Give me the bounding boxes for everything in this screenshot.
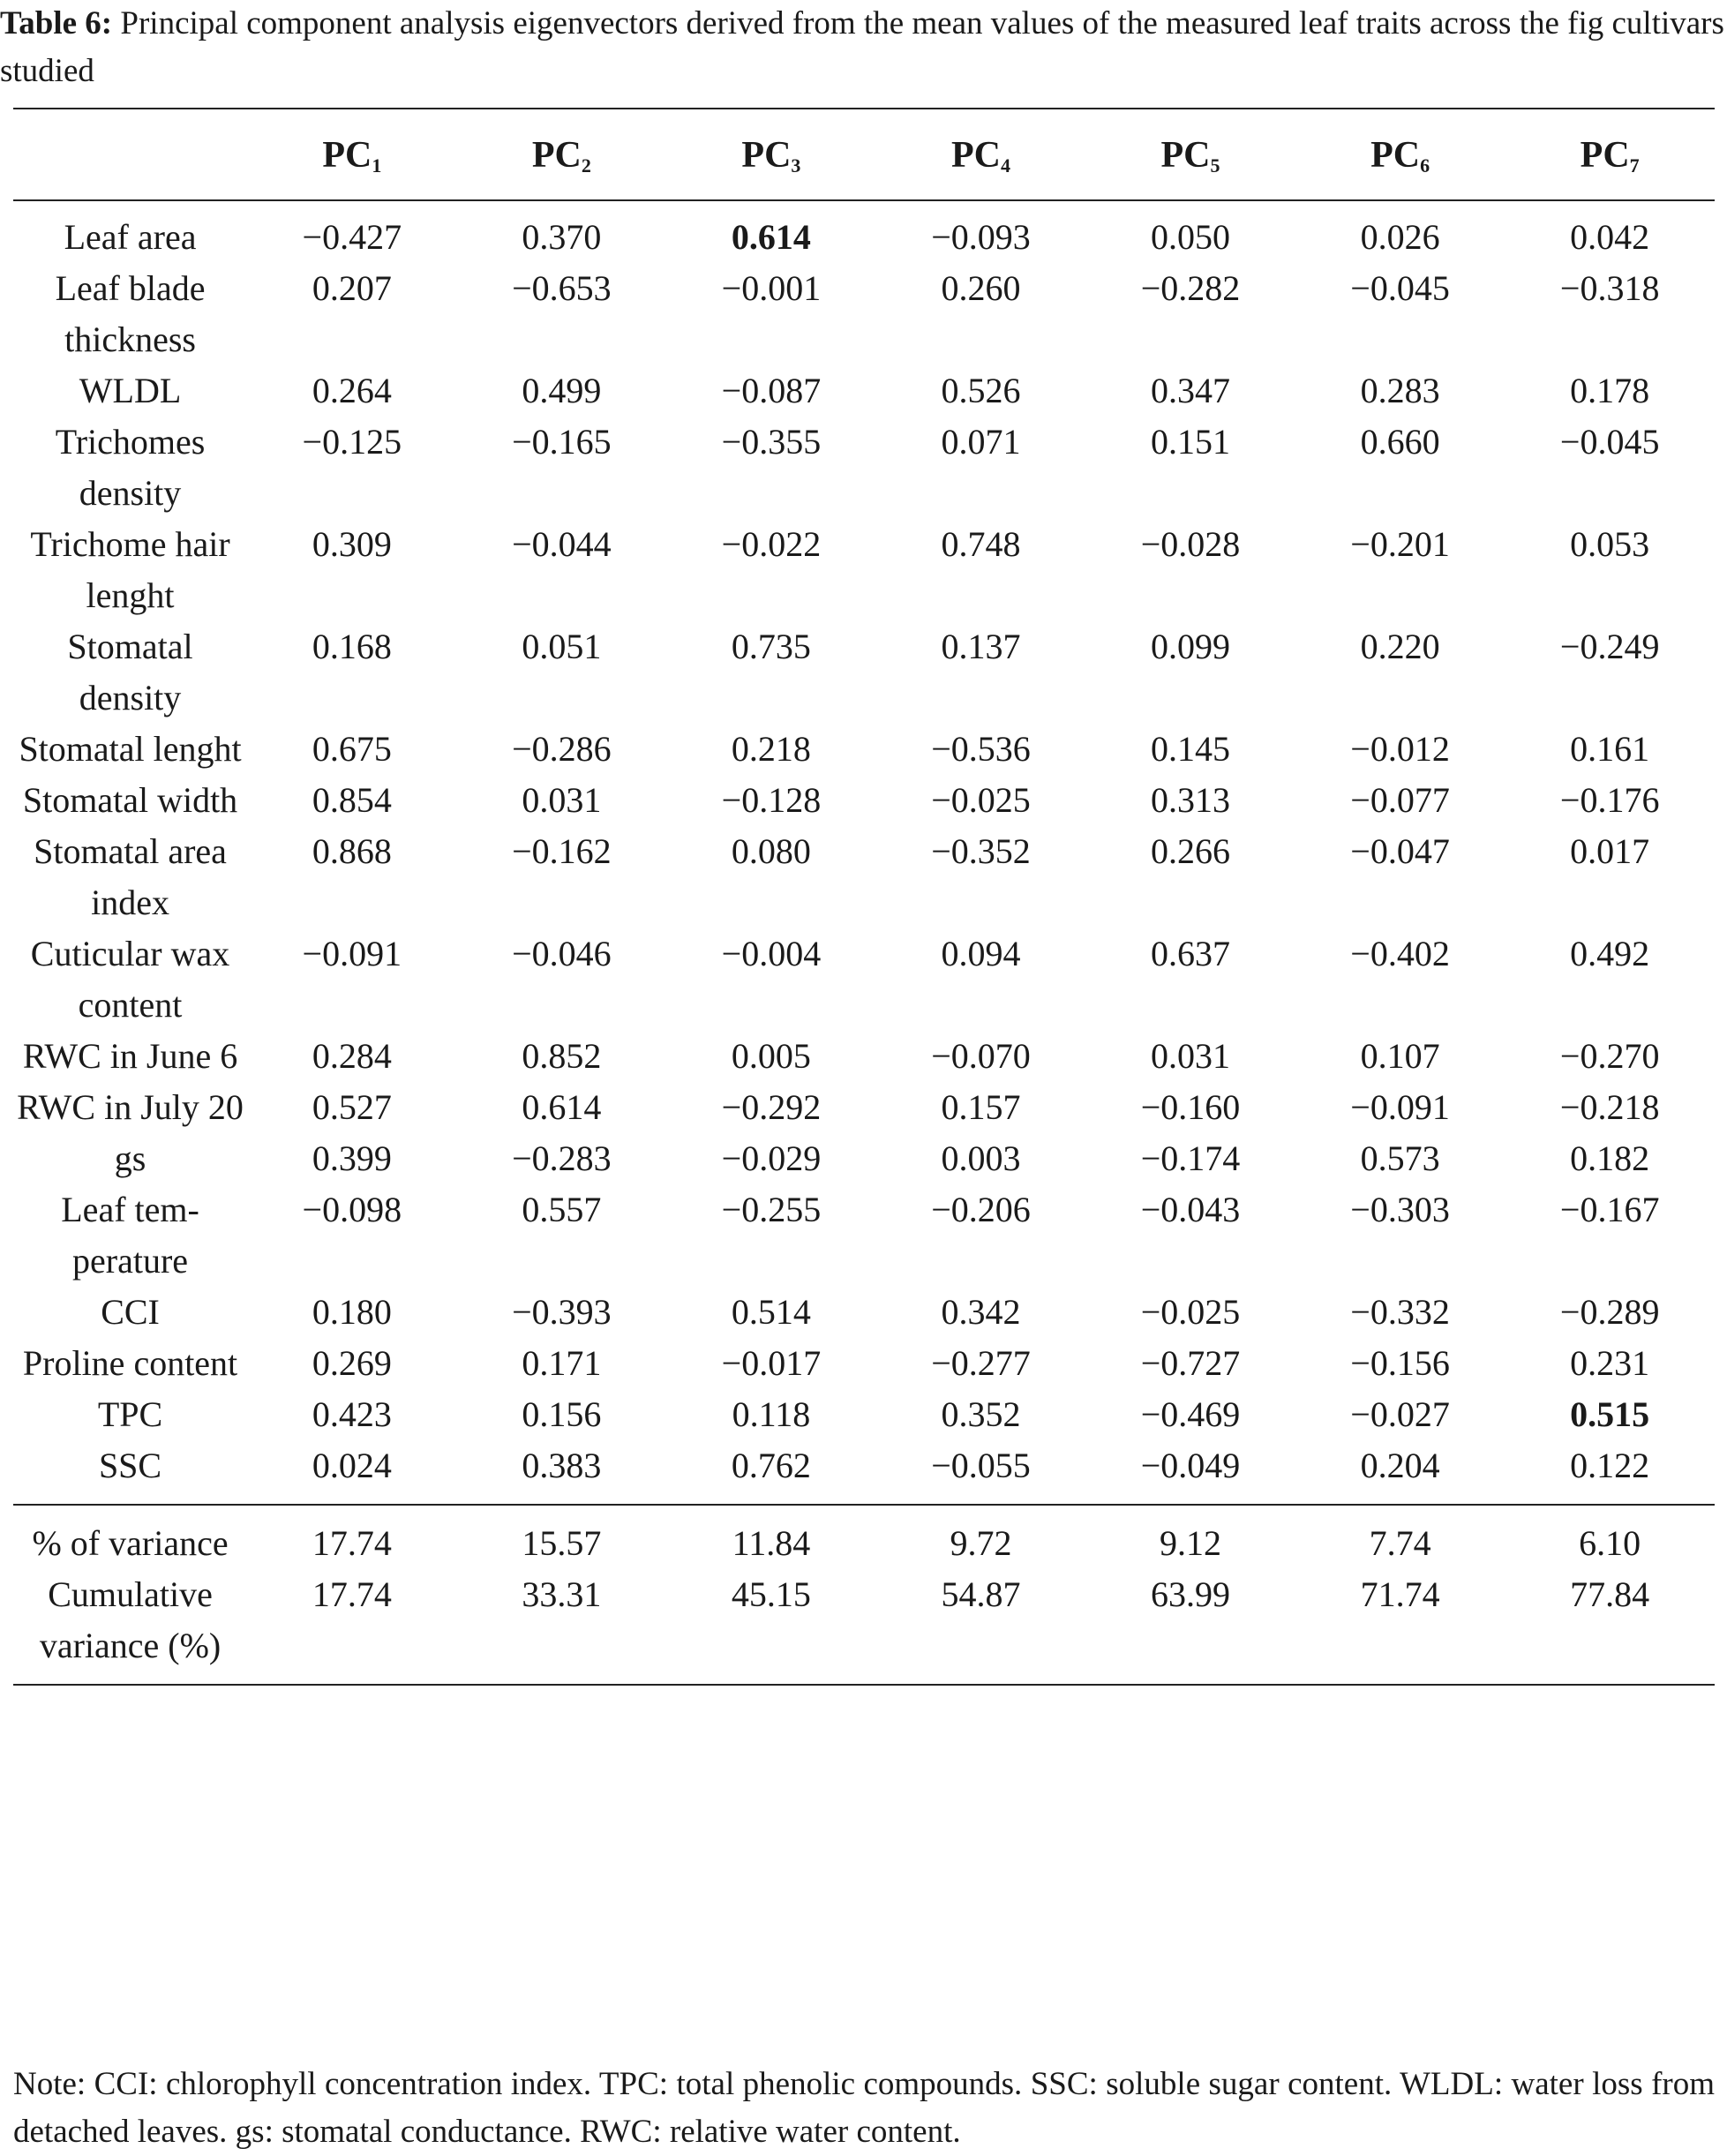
summary-row <box>13 1505 1715 1569</box>
value-cell: −0.469 <box>1140 1394 1241 1434</box>
header-pc2: $PC_2$ <box>457 109 667 200</box>
value-cell: 0.675 <box>312 729 392 769</box>
value-cell: 0.156 <box>522 1394 602 1434</box>
table-row <box>13 1389 1715 1440</box>
value-cell: 63.99 <box>1085 1569 1295 1685</box>
value-cell: −0.318 <box>1559 268 1660 308</box>
value-cell: −0.049 <box>1085 1440 1295 1505</box>
header-pc6: $PC_6$ <box>1295 109 1505 200</box>
value-cell: 0.151 <box>1151 422 1231 462</box>
value-cell: −0.283 <box>512 1138 612 1178</box>
table-row <box>13 826 1715 928</box>
value-cell: 0.762 <box>666 1440 876 1505</box>
row-label: Cuticular wax content <box>30 934 230 1025</box>
value-cell: −0.218 <box>1559 1087 1660 1127</box>
value-cell: −0.070 <box>931 1036 1031 1076</box>
row-label: Leaf area <box>64 217 197 257</box>
value-cell: −0.303 <box>1350 1190 1450 1229</box>
value-cell: 0.614 <box>731 217 811 257</box>
value-cell: 0.003 <box>941 1138 1021 1178</box>
value-cell: 0.423 <box>312 1394 392 1434</box>
value-cell: −0.098 <box>302 1190 402 1229</box>
value-cell: 0.031 <box>522 780 602 820</box>
header-pc7: $PC_7$ <box>1505 109 1715 200</box>
value-cell: −0.025 <box>931 780 1031 820</box>
value-cell: −0.045 <box>1350 268 1450 308</box>
table-caption-text: Principal component analysis eigenvectors derived from the mean values of the measured leaf traits across the fig cultivars studied <box>0 5 1724 89</box>
value-cell: 0.526 <box>941 371 1021 410</box>
value-cell: 0.614 <box>522 1087 602 1127</box>
value-cell: 0.053 <box>1570 524 1650 564</box>
value-cell: 0.180 <box>312 1292 392 1332</box>
value-cell: 0.161 <box>1570 729 1650 769</box>
table-row <box>13 200 1715 263</box>
value-cell: 0.492 <box>1570 934 1650 973</box>
value-cell: 0.660 <box>1360 422 1440 462</box>
value-cell: 0.735 <box>731 627 811 666</box>
value-cell: 0.352 <box>941 1394 1021 1434</box>
value-cell: 9.72 <box>950 1523 1012 1563</box>
value-cell: −0.352 <box>931 831 1031 871</box>
table-row <box>13 1338 1715 1389</box>
value-cell: 0.637 <box>1151 934 1231 973</box>
value-cell: 0.005 <box>731 1036 811 1076</box>
value-cell: 0.852 <box>522 1036 602 1076</box>
value-cell: 0.260 <box>941 268 1021 308</box>
value-cell: −0.028 <box>1140 524 1241 564</box>
row-label: Stomatal width <box>22 780 238 820</box>
value-cell: 0.118 <box>732 1394 811 1434</box>
row-label: Stomatal density <box>67 627 193 717</box>
value-cell: −0.093 <box>931 217 1031 257</box>
value-cell: −0.165 <box>512 422 612 462</box>
value-cell: 0.514 <box>731 1292 811 1332</box>
table-row <box>13 621 1715 724</box>
value-cell: 77.84 <box>1505 1569 1715 1685</box>
table-row <box>13 365 1715 417</box>
table-row <box>13 775 1715 826</box>
value-cell: 0.283 <box>1360 371 1440 410</box>
value-cell: −0.029 <box>721 1138 822 1178</box>
table-body <box>13 200 1715 1685</box>
table-note: Note: CCI: chlorophyll concentration index. TPC: total phenolic compounds. SSC: soluble sugar content. WLDL: water loss from detached leaves. gs: stomatal conductance. RWC: relative water content. <box>13 2066 1715 2150</box>
table-label: Table 6: <box>0 5 113 41</box>
value-cell: 0.748 <box>941 524 1021 564</box>
value-cell: 0.207 <box>312 268 392 308</box>
value-cell: −0.027 <box>1350 1394 1450 1434</box>
value-cell: 0.145 <box>1151 729 1231 769</box>
value-cell: 0.182 <box>1570 1138 1650 1178</box>
value-cell: 7.74 <box>1369 1523 1431 1563</box>
value-cell: 0.050 <box>1151 217 1231 257</box>
value-cell: −0.427 <box>302 217 402 257</box>
value-cell: 0.157 <box>941 1087 1021 1127</box>
row-label: Proline content <box>22 1343 238 1383</box>
header-pc5: $PC_5$ <box>1085 109 1295 200</box>
value-cell: 0.854 <box>312 780 392 820</box>
table-row <box>13 1440 1715 1505</box>
value-cell: 0.171 <box>522 1343 602 1383</box>
value-cell: −0.047 <box>1350 831 1450 871</box>
value-cell: 0.266 <box>1151 831 1231 871</box>
value-cell: −0.044 <box>512 524 612 564</box>
value-cell: 0.264 <box>312 371 392 410</box>
row-label: gs <box>114 1138 146 1178</box>
row-label: Stomatal area index <box>34 831 227 922</box>
value-cell: −0.201 <box>1350 524 1450 564</box>
table-row <box>13 928 1715 1031</box>
summary-row <box>13 1569 1715 1685</box>
value-cell: 0.017 <box>1570 831 1650 871</box>
value-cell: −0.045 <box>1559 422 1660 462</box>
row-label: Trichome hair lenght <box>30 524 230 615</box>
header-pc3: $PC_3$ <box>666 109 876 200</box>
value-cell: 0.342 <box>941 1292 1021 1332</box>
value-cell: −0.355 <box>721 422 822 462</box>
value-cell: 0.284 <box>312 1036 392 1076</box>
table-row <box>13 263 1715 365</box>
value-cell: 0.218 <box>731 729 811 769</box>
value-cell: 0.515 <box>1570 1394 1650 1434</box>
table-row <box>13 1082 1715 1133</box>
value-cell: 0.107 <box>1360 1036 1440 1076</box>
row-label: TPC <box>97 1394 163 1434</box>
value-cell: −0.727 <box>1140 1343 1241 1383</box>
table-row <box>13 1031 1715 1082</box>
value-cell: 33.31 <box>457 1569 667 1685</box>
value-cell: −0.174 <box>1140 1138 1241 1178</box>
value-cell: −0.043 <box>1140 1190 1241 1229</box>
value-cell: −0.025 <box>1140 1292 1241 1332</box>
row-label: Stomatal lenght <box>19 729 242 769</box>
row-label: RWC in June 6 <box>22 1036 238 1076</box>
value-cell: −0.001 <box>721 268 822 308</box>
value-cell: −0.332 <box>1350 1292 1450 1332</box>
table-row <box>13 417 1715 519</box>
value-cell: 0.557 <box>522 1190 602 1229</box>
row-label: SSC <box>13 1440 247 1505</box>
value-cell: 0.026 <box>1360 217 1440 257</box>
row-label: RWC in July 20 <box>17 1087 244 1127</box>
value-cell: −0.286 <box>512 729 612 769</box>
value-cell: 54.87 <box>876 1569 1086 1685</box>
value-cell: −0.125 <box>302 422 402 462</box>
value-cell: 0.122 <box>1505 1440 1715 1505</box>
value-cell: 0.313 <box>1151 780 1231 820</box>
value-cell: 0.024 <box>247 1440 457 1505</box>
value-cell: 0.383 <box>457 1440 667 1505</box>
value-cell: 0.168 <box>312 627 392 666</box>
value-cell: −0.077 <box>1350 780 1450 820</box>
value-cell: −0.128 <box>721 780 822 820</box>
value-cell: 11.84 <box>732 1523 811 1563</box>
value-cell: 0.137 <box>941 627 1021 666</box>
value-cell: 0.527 <box>312 1087 392 1127</box>
value-cell: 0.309 <box>312 524 392 564</box>
value-cell: −0.046 <box>512 934 612 973</box>
header-pc4: $PC_4$ <box>876 109 1086 200</box>
value-cell: −0.292 <box>721 1087 822 1127</box>
value-cell: −0.167 <box>1559 1190 1660 1229</box>
value-cell: −0.091 <box>1350 1087 1450 1127</box>
value-cell: −0.249 <box>1559 627 1660 666</box>
row-label: Trichomes density <box>55 422 206 513</box>
table-caption <box>0 0 1727 95</box>
table-row <box>13 519 1715 621</box>
value-cell: −0.393 <box>512 1292 612 1332</box>
value-cell: 0.220 <box>1360 627 1440 666</box>
value-cell: 0.051 <box>522 627 602 666</box>
header-pc1: $PC_1$ <box>247 109 457 200</box>
value-cell: 0.042 <box>1570 217 1650 257</box>
value-cell: 0.204 <box>1295 1440 1505 1505</box>
pca-eigenvector-table <box>13 108 1715 1686</box>
value-cell: −0.022 <box>721 524 822 564</box>
row-label: Leaf tem-perature <box>61 1190 199 1281</box>
value-cell: −0.160 <box>1140 1087 1241 1127</box>
value-cell: −0.270 <box>1559 1036 1660 1076</box>
value-cell: 17.74 <box>247 1569 457 1685</box>
value-cell: 0.094 <box>941 934 1021 973</box>
value-cell: −0.156 <box>1350 1343 1450 1383</box>
row-label: CCI <box>101 1292 160 1332</box>
value-cell: −0.206 <box>931 1190 1031 1229</box>
value-cell: 0.099 <box>1151 627 1231 666</box>
value-cell: 0.573 <box>1360 1138 1440 1178</box>
value-cell: −0.282 <box>1140 268 1241 308</box>
row-label: WLDL <box>79 371 182 410</box>
value-cell: −0.091 <box>302 934 402 973</box>
value-cell: −0.055 <box>876 1440 1086 1505</box>
value-cell: −0.277 <box>931 1343 1031 1383</box>
value-cell: −0.012 <box>1350 729 1450 769</box>
value-cell: −0.402 <box>1350 934 1450 973</box>
value-cell: 9.12 <box>1160 1523 1222 1563</box>
row-label: Cumulative variance (%) <box>13 1569 247 1685</box>
value-cell: 0.231 <box>1570 1343 1650 1383</box>
value-cell: 71.74 <box>1295 1569 1505 1685</box>
table-row <box>13 1133 1715 1184</box>
value-cell: 0.868 <box>312 831 392 871</box>
value-cell: 0.031 <box>1151 1036 1231 1076</box>
row-label: Leaf blade thickness <box>55 268 206 359</box>
value-cell: −0.017 <box>721 1343 822 1383</box>
value-cell: −0.536 <box>931 729 1031 769</box>
value-cell: 0.071 <box>941 422 1021 462</box>
value-cell: 15.57 <box>522 1523 602 1563</box>
value-cell: 6.10 <box>1579 1523 1641 1563</box>
table-row <box>13 724 1715 775</box>
value-cell: 0.080 <box>731 831 811 871</box>
row-label: % of variance <box>32 1523 229 1563</box>
value-cell: −0.176 <box>1559 780 1660 820</box>
value-cell: 0.269 <box>312 1343 392 1383</box>
value-cell: −0.087 <box>721 371 822 410</box>
value-cell: 45.15 <box>666 1569 876 1685</box>
value-cell: −0.255 <box>721 1190 822 1229</box>
value-cell: −0.004 <box>721 934 822 973</box>
value-cell: −0.653 <box>512 268 612 308</box>
table-row <box>13 1287 1715 1338</box>
value-cell: 0.370 <box>522 217 602 257</box>
value-cell: 0.399 <box>312 1138 392 1178</box>
value-cell: 0.178 <box>1570 371 1650 410</box>
value-cell: −0.289 <box>1559 1292 1660 1332</box>
value-cell: 17.74 <box>312 1523 392 1563</box>
table-row <box>13 1184 1715 1287</box>
value-cell: −0.162 <box>512 831 612 871</box>
value-cell: 0.499 <box>522 371 602 410</box>
header-blank-cell <box>13 109 247 200</box>
table-header-row <box>13 109 1715 200</box>
value-cell: 0.347 <box>1151 371 1231 410</box>
